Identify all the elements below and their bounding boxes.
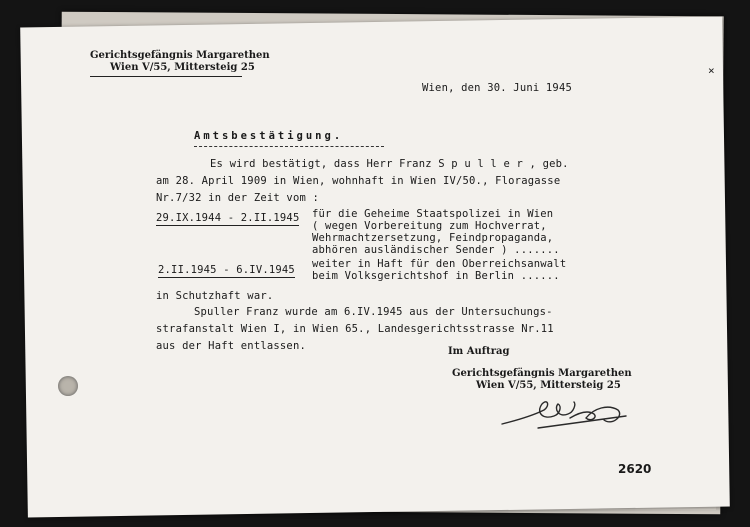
im-auftrag: Im Auftrag (448, 346, 510, 357)
body-line-2: am 28. April 1909 in Wien, wohnhaft in Wien IV/50., Floragasse (156, 175, 561, 187)
period-2-dates: 2.II.1945 - 6.IV.1945 (158, 264, 295, 276)
title-underline (194, 146, 384, 147)
period-1-text-3: Wehrmachtzersetzung, Feindpropaganda, (312, 232, 554, 244)
letterhead-stamp (90, 50, 270, 77)
body-line-7: aus der Haft entlassen. (156, 340, 306, 352)
document-title (194, 130, 343, 142)
signature (498, 390, 638, 440)
letterhead-line-1: Gerichtsgefängnis Margarethen (90, 50, 270, 61)
closing-stamp (452, 368, 632, 392)
body-line-5: Spuller Franz wurde am 6.IV.1945 aus der Untersuchungs- (194, 306, 553, 318)
period-1-text-1: für die Geheime Staatspolizei in Wien (312, 208, 554, 220)
body-line-4: in Schutzhaft war. (156, 290, 274, 302)
date-line: Wien, den 30. Juni 1945 (422, 82, 572, 94)
letterhead-rule (90, 76, 242, 77)
body-line-1: Es wird bestätigt, dass Herr Franz S p u l l e r , geb. (210, 158, 569, 170)
period-1-text-4: abhören ausländischer Sender ) ....... (312, 244, 560, 256)
closing-stamp-line-2: Wien V/55, Mittersteig 25 (476, 380, 621, 391)
letterhead-line-2: Wien V/55, Mittersteig 25 (110, 62, 255, 73)
document-title-text: Amtsbestätigung. (194, 130, 344, 142)
period-2-text-1: weiter in Haft für den Oberreichsanwalt (312, 258, 567, 270)
period-1-text-2: ( wegen Vorbereitung zum Hochverrat, (312, 220, 547, 232)
period-1-dates: 29.IX.1944 - 2.II.1945 (156, 212, 300, 224)
body-line-6: strafanstalt Wien I, in Wien 65., Landesgerichtsstrasse Nr.11 (156, 323, 554, 335)
period-2-text-2: beim Volksgerichtshof in Berlin ...... (312, 270, 560, 282)
document-number: 2620 (618, 462, 652, 476)
corner-mark: × (708, 64, 715, 77)
body-line-3: Nr.7/32 in der Zeit vom : (156, 192, 320, 204)
closing-stamp-line-1: Gerichtsgefängnis Margarethen (452, 368, 632, 379)
